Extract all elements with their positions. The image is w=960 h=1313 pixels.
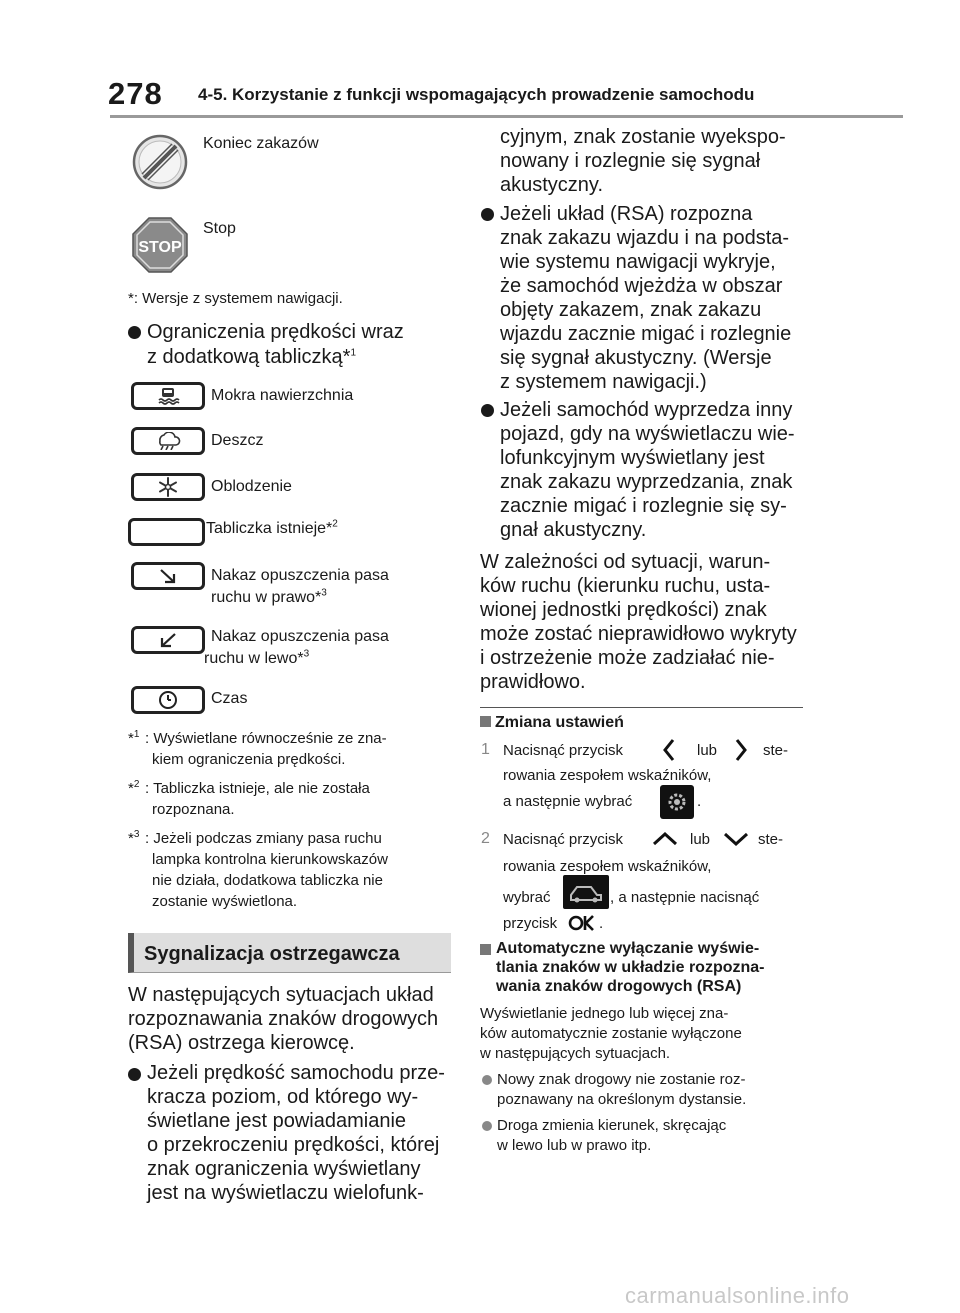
- settings-heading: Zmiana ustawień: [480, 714, 624, 732]
- blank-plate-icon: [128, 518, 205, 546]
- step1-text-c: ste-: [763, 742, 789, 759]
- step1-line-3-end: .: [697, 793, 702, 810]
- plate-label-keep-left-line2: ruchu w lewo*$^3$: [204, 648, 310, 667]
- step1-text-or: lub: [697, 742, 718, 759]
- bullet2-line-5: objęty zakazem, znak zakazu: [500, 299, 762, 321]
- step2-line-4a: przycisk: [503, 915, 558, 932]
- auto-heading-line-1: Automatyczne wyłączanie wyświe-: [496, 940, 760, 957]
- auto-text-line-3: w następujących sytuacjach.: [480, 1045, 671, 1062]
- auto-heading-line-3: wania znaków drogowych (RSA): [496, 978, 742, 995]
- bullet1-line-1: Jeżeli prędkość samochodu prze-: [147, 1062, 445, 1084]
- square-bullet-icon: [480, 716, 491, 727]
- step1-text-a: Nacisnąć przycisk: [503, 742, 624, 759]
- bullet1-line-2: kracza poziom, od którego wy-: [147, 1086, 419, 1108]
- arrow-down-right-icon: [131, 562, 205, 590]
- bullet3-line-2: pojazd, gdy na wyświetlaczu wie-: [500, 423, 795, 445]
- cont-line-2: nowany i rozlegnie się sygnał: [500, 150, 761, 172]
- cont-line-1: cyjnym, znak zostanie wyekspo-: [500, 126, 786, 148]
- plate-label-icing: Oblodzenie: [211, 478, 292, 495]
- square-bullet-icon: [480, 944, 491, 955]
- bullet1-line-5: znak ograniczenia wyświetlany: [147, 1158, 421, 1180]
- bullet-dot: [482, 1075, 492, 1085]
- clock-icon: [131, 686, 205, 714]
- step2-text-or: lub: [690, 831, 711, 848]
- intro-line-3: (RSA) ostrzega kierowcę.: [128, 1032, 355, 1054]
- bullet1-line-4: o przekroczeniu prędkości, której: [147, 1134, 440, 1156]
- sign-label-stop: Stop: [203, 220, 236, 237]
- auto-bullet1-line-1: Nowy znak drogowy nie zostanie roz-: [497, 1071, 746, 1088]
- stop-sign-text: STOP: [138, 239, 182, 256]
- plate-label-plate-exists: Tabliczka istnieje*$^2$: [206, 518, 338, 537]
- bullet2-line-7: się sygnał akustyczny. (Wersje: [500, 347, 772, 369]
- footnote-1: *$^1$ : Wyświetlane równocześnie ze zna- kiem ograniczenia prędkości.: [128, 729, 387, 768]
- bullet3-line-1: Jeżeli samochód wyprzedza inny: [500, 399, 793, 421]
- bullet1-line-6: jest na wyświetlaczu wielofunk-: [147, 1182, 424, 1204]
- plates-heading-line2: z dodatkową tabliczką*$^1$: [147, 346, 357, 368]
- auto-bullet2-line-1: Droga zmienia kierunek, skręcając: [497, 1117, 727, 1134]
- step-number-2: 2: [481, 830, 490, 847]
- step2-text-a: Nacisnąć przycisk: [503, 831, 624, 848]
- step2-line-4b: .: [599, 915, 604, 932]
- wet-road-icon: [131, 382, 205, 410]
- ok-button-icon: [568, 912, 596, 934]
- auto-text-line-2: ków automatycznie zostanie wyłączone: [480, 1025, 742, 1042]
- rain-icon: [131, 427, 205, 455]
- para-line-1: W zależności od sytuacji, warun-: [480, 551, 771, 573]
- chevron-right-icon: [733, 737, 749, 763]
- chevron-up-icon: [651, 830, 679, 848]
- bullet1-line-3: świetlane jest powiadamianie: [147, 1110, 407, 1132]
- auto-bullet1-line-2: poznawany na określonym dystansie.: [497, 1091, 747, 1108]
- sign-label-end-of-restrictions: Koniec zakazów: [203, 135, 319, 152]
- plate-label-time: Czas: [211, 690, 248, 707]
- snowflake-icon: [131, 473, 205, 501]
- step2-text-c: ste-: [758, 831, 784, 848]
- section-title: Sygnalizacja ostrzegawcza: [144, 943, 400, 965]
- end-of-restrictions-sign-icon: [131, 133, 189, 191]
- bullet3-line-3: lofunkcyjnym wyświetlany jest: [500, 447, 765, 469]
- arrow-down-left-icon: [131, 626, 205, 654]
- bullet-dot: [481, 404, 494, 417]
- bullet2-line-4: że samochód wjeżdża w obszar: [500, 275, 783, 297]
- plate-label-keep-right-line2: ruchu w prawo*$^3$: [211, 587, 327, 606]
- step2-line-3b: , a następnie nacisnąć: [610, 889, 760, 906]
- bullet2-line-6: wjazdu zacznie migać i rozlegnie: [500, 323, 792, 345]
- nav-version-note: *: Wersje z systemem nawigacji.: [128, 290, 343, 307]
- chapter-title: 4-5. Korzystanie z funkcji wspomagających prowadzenie samochodu: [198, 85, 755, 104]
- plate-label-keep-right-line1: Nakaz opuszczenia pasa: [211, 567, 389, 584]
- intro-line-1: W następujących sytuacjach układ: [128, 984, 434, 1006]
- step-number-1: 1: [481, 741, 490, 758]
- cont-line-3: akustyczny.: [500, 174, 603, 196]
- page-number: 278: [108, 76, 163, 111]
- plate-label-wet-road: Mokra nawierzchnia: [211, 387, 354, 404]
- plates-heading-line1: Ograniczenia prędkości wraz: [147, 321, 404, 343]
- para-line-4: może zostać nieprawidłowo wykryty: [480, 623, 797, 645]
- bullet2-line-2: znak zakazu wjazdu i na podsta-: [500, 227, 790, 249]
- intro-line-2: rozpoznawania znaków drogowych: [128, 1008, 439, 1030]
- chevron-down-icon: [722, 830, 750, 848]
- stop-sign-icon: [131, 216, 189, 274]
- auto-bullet2-line-2: w lewo lub w prawo itp.: [497, 1137, 652, 1154]
- bullet2-line-8: z systemem nawigacji.): [500, 371, 707, 393]
- bullet-dot: [128, 326, 141, 339]
- header-rule: [110, 115, 903, 118]
- auto-heading-line-2: tlania znaków w układzie rozpozna-: [496, 959, 765, 976]
- plate-label-keep-left-line1: Nakaz opuszczenia pasa: [211, 628, 389, 645]
- para-line-3: wionej jednostki prędkości) znak: [480, 599, 767, 621]
- step1-line-2: rowania zespołem wskaźników,: [503, 767, 712, 784]
- bullet-dot: [128, 1068, 141, 1081]
- auto-text-line-1: Wyświetlanie jednego lub więcej zna-: [480, 1005, 729, 1022]
- step2-line-2: rowania zespołem wskaźników,: [503, 858, 712, 875]
- bullet3-line-5: zacznie migać i rozlegnie się sy-: [500, 495, 787, 517]
- para-line-6: prawidłowo.: [480, 671, 586, 693]
- para-line-5: i ostrzeżenie może zadziałać nie-: [480, 647, 775, 669]
- bullet3-line-4: znak zakazu wyprzedzania, znak: [500, 471, 793, 493]
- bullet3-line-6: gnał akustyczny.: [500, 519, 647, 541]
- plate-label-rain: Deszcz: [211, 432, 264, 449]
- bullet2-line-1: Jeżeli układ (RSA) rozpozna: [500, 203, 753, 225]
- footnote-2: *$^2$ : Tabliczka istnieje, ale nie została rozpoznana.: [128, 779, 370, 818]
- section-rule: [480, 707, 803, 708]
- footnote-3: *$^3$ : Jeżeli podczas zmiany pasa ruchu lampka kontrolna kierunkowskazów nie działa, dodatkowa tabliczka nie zostanie wyświetlona.: [128, 829, 388, 910]
- bullet-dot: [482, 1121, 492, 1131]
- gear-icon: [660, 785, 694, 819]
- para-line-2: ków ruchu (kierunku ruchu, usta-: [480, 575, 771, 597]
- bullet2-line-3: wie systemu nawigacji wykryje,: [500, 251, 776, 273]
- chevron-left-icon: [661, 737, 677, 763]
- rsa-sign-icon: [563, 875, 609, 909]
- step1-line-3: a następnie wybrać: [503, 793, 633, 810]
- bullet-dot: [481, 208, 494, 221]
- watermark: carmanualsonline.info: [625, 1283, 850, 1308]
- step2-line-3a: wybrać: [503, 889, 551, 906]
